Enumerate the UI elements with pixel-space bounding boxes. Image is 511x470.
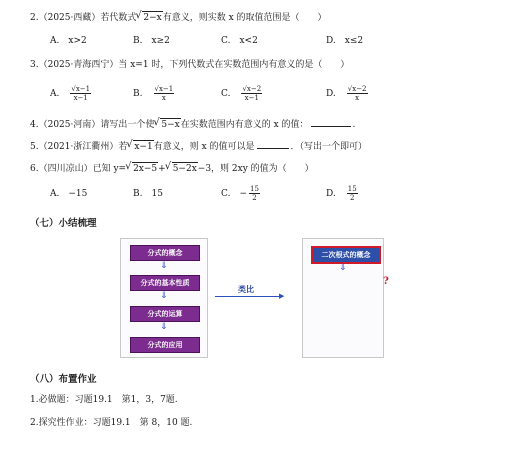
q3-option-c: C. $\frac{√x-2}{x-1}$ [221, 85, 262, 102]
q3-option-b: B. $\frac{√x-1}{x}$ [133, 85, 174, 102]
down-arrow-icon: ⇓ [160, 291, 168, 301]
q5-answer-blank[interactable] [257, 139, 289, 149]
radical-concept-box [302, 238, 384, 358]
q2-radicand: 2−x [143, 13, 162, 23]
question-mark: ? [383, 276, 389, 287]
homework-item-explore: 2.探究性作业：习题19.1 第 8，10 题. [30, 418, 193, 428]
section-7-title: （七）小结梳理 [30, 218, 97, 229]
q2-option-a: A. x>2 [50, 36, 87, 46]
flow-item-fraction-property: 分式的基本性质 [130, 275, 200, 291]
q6-option-d: D. $\frac{15}{2}$ [326, 185, 357, 202]
q5-radical: √ x−1 [133, 140, 153, 153]
q6-option-c: C. − $\frac{15}{2}$ [221, 185, 259, 202]
q6-radical-2: √ 5−2x [172, 162, 198, 175]
flow-item-fraction-application: 分式的应用 [130, 337, 200, 353]
question-3-stem: 3.（2025·青海西宁）当 x=1 时，下列代数式在实数范围内有意义的是（ ） [30, 60, 350, 70]
question-4-stem: 4.（2025·河南）请写出一个使√ 5−x在实数范围内有意义的 x 的值： . [30, 117, 355, 131]
q6-option-b: B. 15 [133, 189, 163, 199]
q2-option-c: C. x<2 [221, 36, 258, 46]
flow-item-fraction-concept: 分式的概念 [130, 245, 200, 261]
q3-option-a: A. $\frac{√x-1}{x-1}$ [50, 85, 91, 102]
analogy-arrow-line [215, 296, 281, 297]
q6-radical-1: √ 2x−5 [132, 162, 158, 175]
down-arrow-icon: ⇓ [160, 261, 168, 271]
question-6-stem: 6.（四川凉山）已知 y=√ 2x−5+√ 5−2x−3，则 2xy 的值为（ ） [30, 162, 314, 175]
homework-item-required: 1.必做题：习题19.1 第1，3，7题. [30, 395, 178, 405]
question-2-stem [30, 11, 327, 24]
q2-option-d: D. x≤2 [326, 36, 364, 46]
q3-option-d: D. $\frac{√x-2}{x}$ [326, 85, 367, 102]
fraction-concept-box [120, 238, 208, 358]
q4-radical: √ 5−x [160, 118, 180, 131]
section-8-title: （八）布置作业 [30, 374, 97, 385]
q2-stem-suffix: 有意义，则实数 x 的取值范围是（ ） [162, 13, 327, 23]
q2-radical [142, 11, 162, 24]
q4-answer-blank[interactable] [311, 117, 351, 127]
down-arrow-icon: ⇓ [160, 322, 168, 332]
down-arrow-icon: ⇓ [339, 263, 347, 273]
question-5-stem: 5.（2021·浙江衢州）若√ x−1有意义，则 x 的值可以是 ．（写出一个即可） [30, 139, 367, 153]
arrow-right-icon: ▶ [279, 292, 285, 300]
q6-option-a: A. −15 [50, 189, 88, 199]
flow-item-radical-concept: 二次根式的概念 [311, 246, 381, 264]
q2-stem-prefix: 2.（2025·西藏）若代数式 [30, 13, 137, 23]
q2-option-b: B. x≥2 [133, 36, 170, 46]
analogy-label: 类比 [238, 285, 254, 294]
flow-item-fraction-operation: 分式的运算 [130, 306, 200, 322]
